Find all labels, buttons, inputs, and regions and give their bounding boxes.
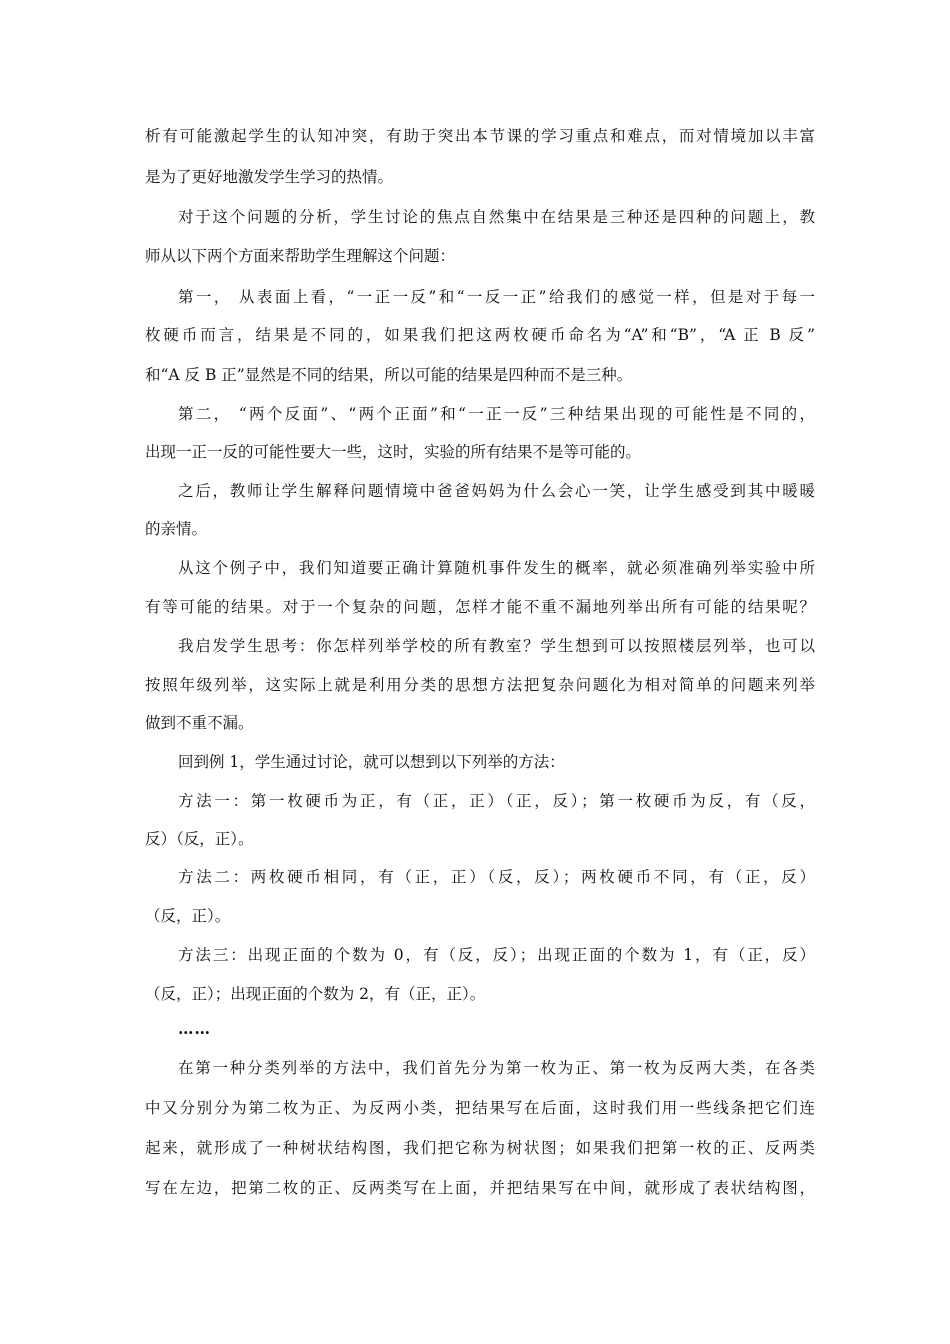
text-line: 方法二：两枚硬币相同，有（正，正）（反，反）；两枚硬币不同，有（正，反） — [178, 868, 815, 886]
text-line: （反，正）。 — [145, 907, 231, 925]
text-line: （反，正）；出现正面的个数为 2，有（正，正）。 — [145, 985, 486, 1003]
text-line: 在第一种分类列举的方法中，我们首先分为第一枚为正、第一枚为反两大类，在各类 — [178, 1059, 815, 1077]
text-line: 对于这个问题的分析，学生讨论的焦点自然集中在结果是三种还是四种的问题上，教 — [178, 208, 815, 226]
text-line: 师从以下两个方面来帮助学生理解这个问题： — [145, 247, 456, 265]
text-line: 第二， “两个反面”、“两个正面”和“一正一反”三种结果出现的可能性是不同的， — [178, 405, 815, 423]
ellipsis: …… — [178, 1019, 211, 1038]
text-line: 方法一：第一枚硬币为正，有（正，正）（正，反）；第一枚硬币为反，有（反， — [178, 792, 815, 810]
text-line: 做到不重不漏。 — [145, 714, 254, 732]
text-line: 回到例 1，学生通过讨论，就可以想到以下列举的方法： — [178, 753, 565, 771]
text-line: 按照年级列举，这实际上就是利用分类的思想方法把复杂问题化为相对简单的问题来列举 — [145, 676, 815, 694]
text-line: 第一， 从表面上看，“一正一反”和“一反一正”给我们的感觉一样，但是对于每一 — [178, 288, 815, 306]
text-line: 我启发学生思考：你怎样列举学校的所有教室？学生想到可以按照楼层列举，也可以 — [178, 637, 815, 655]
text-line: 的亲情。 — [145, 520, 208, 538]
text-line: 之后，教师让学生解释问题情境中爸爸妈妈为什么会心一笑，让学生感受到其中暖暖 — [178, 482, 815, 500]
text-line: 有等可能的结果。对于一个复杂的问题，怎样才能不重不漏地列举出所有可能的结果呢？ — [145, 598, 815, 616]
text-line: 方法三：出现正面的个数为 0，有（反，反）；出现正面的个数为 1，有（正，反） — [178, 946, 815, 964]
text-line: 枚硬币而言，结果是不同的，如果我们把这两枚硬币命名为“A”和“B”，“A 正 B 反” — [145, 326, 815, 344]
text-line: 从这个例子中，我们知道要正确计算随机事件发生的概率，就必须准确列举实验中所 — [178, 559, 815, 577]
text-line: 是为了更好地激发学生学习的热情。 — [145, 168, 394, 186]
text-line: 写在左边，把第二枚的正、反两类写在上面，并把结果写在中间，就形成了表状结构图， — [145, 1179, 815, 1197]
text-line: 反）（反，正）。 — [145, 830, 254, 848]
text-line: 中又分别分为第二枚为正、为反两小类，把结果写在后面，这时我们用一些线条把它们连 — [145, 1099, 815, 1117]
text-line: 起来，就形成了一种树状结构图，我们把它称为树状图；如果我们把第一枚的正、反两类 — [145, 1139, 815, 1157]
text-line: 和“A 反 B 正”显然是不同的结果，所以可能的结果是四种而不是三种。 — [145, 366, 633, 384]
text-line: 析有可能激起学生的认知冲突，有助于突出本节课的学习重点和难点，而对情境加以丰富 — [145, 127, 815, 145]
text-line: 出现一正一反的可能性要大一些，这时，实验的所有结果不是等可能的。 — [145, 443, 642, 461]
